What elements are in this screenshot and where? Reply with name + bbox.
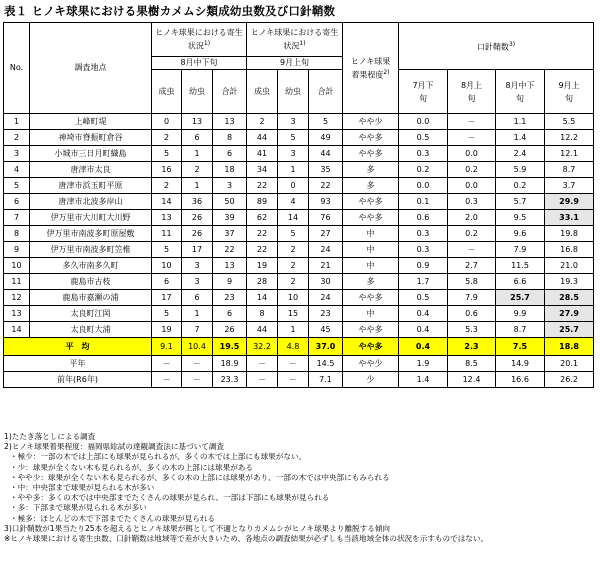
table-title: 表１ ヒノキ球果における果樹カメムシ類成幼虫数及び口針鞘数 [4, 4, 336, 18]
larva-sep: 1 [278, 162, 309, 178]
adult-sep: 22 [247, 226, 278, 242]
stylet-late-jul: 0.1 [399, 194, 448, 210]
stylet-early-aug: 7.9 [448, 290, 496, 306]
avg-stylet-1: 0.4 [399, 338, 448, 356]
header-site: 調査地点 [30, 23, 152, 114]
adult-aug: 2 [152, 130, 182, 146]
larva-aug: 26 [182, 210, 213, 226]
adult-aug: 17 [152, 290, 182, 306]
total-sep: 24 [309, 242, 343, 258]
fruiting-level: 中 [343, 226, 399, 242]
fruiting-level: 中 [343, 258, 399, 274]
larva-aug: 3 [182, 258, 213, 274]
total-aug: 50 [213, 194, 247, 210]
larva-aug: 1 [182, 306, 213, 322]
note: ・極少：一部の木では上部にも球果が見られるが、多くの木では上部にも球果がない。 [10, 452, 307, 462]
prev-level: 少 [343, 372, 399, 388]
total-sep: 23 [309, 306, 343, 322]
stylet-mid-aug: 5.7 [496, 194, 545, 210]
stylet-early-aug: 2.0 [448, 210, 496, 226]
row-no: 12 [4, 290, 30, 306]
total-sep: 22 [309, 178, 343, 194]
site-name: 太良町江岡 [30, 306, 152, 322]
table-row [4, 306, 594, 322]
adult-aug: 16 [152, 162, 182, 178]
stylet-early-aug: － [448, 130, 496, 146]
stylet-mid-aug: 1.1 [496, 114, 545, 130]
stylet-mid-aug: 2.4 [496, 146, 545, 162]
larva-aug: 3 [182, 274, 213, 290]
prev-larva-sep: － [278, 372, 309, 388]
avg-larva-aug: 10.4 [182, 338, 213, 356]
table-row [4, 162, 594, 178]
site-name: 多久市南多久町 [30, 258, 152, 274]
table-row [4, 290, 594, 306]
avg-stylet-4: 18.8 [545, 338, 594, 356]
total-sep: 27 [309, 226, 343, 242]
stylet-late-jul: 0.6 [399, 210, 448, 226]
stylet-early-sep: 28.5 [545, 290, 594, 306]
adult-sep: 89 [247, 194, 278, 210]
table-row [4, 146, 594, 162]
prev-stylet-2: 12.4 [448, 372, 496, 388]
larva-aug: 1 [182, 178, 213, 194]
larva-aug: 7 [182, 322, 213, 338]
site-name: 唐津市太良 [30, 162, 152, 178]
stylet-late-jul: 0.5 [399, 130, 448, 146]
total-sep: 93 [309, 194, 343, 210]
fruiting-level: やや少 [343, 114, 399, 130]
normal-stylet-2: 8.5 [448, 356, 496, 372]
total-aug: 37 [213, 226, 247, 242]
stylet-early-sep: 29.9 [545, 194, 594, 210]
site-name: 小城市三日月町織島 [30, 146, 152, 162]
table-row [4, 242, 594, 258]
total-sep: 30 [309, 274, 343, 290]
note: ・少：球果が全くない木も見られるが、多くの木の上部には球果がある [10, 462, 253, 472]
larva-sep: 15 [278, 306, 309, 322]
header-stylet-sheath: 口針鞘数$^{3)}$ [399, 23, 594, 70]
normal-larva-sep: － [278, 356, 309, 372]
larva-aug: 6 [182, 130, 213, 146]
prev-larva-aug: － [182, 372, 213, 388]
normal-total-aug: 18.9 [213, 356, 247, 372]
prev-stylet-3: 16.6 [496, 372, 545, 388]
adult-sep: 44 [247, 130, 278, 146]
stylet-mid-aug: 6.6 [496, 274, 545, 290]
stylet-early-sep: 5.5 [545, 114, 594, 130]
larva-sep: 2 [278, 274, 309, 290]
normal-larva-aug: － [182, 356, 213, 372]
fruiting-level: やや多 [343, 290, 399, 306]
stylet-early-aug: － [448, 114, 496, 130]
header-parasitism-sep: ヒノキ球果における寄生状況$^{1)}$ [247, 23, 343, 57]
stylet-early-aug: 0.0 [448, 178, 496, 194]
avg-level: やや多 [343, 338, 399, 356]
total-sep: 5 [309, 114, 343, 130]
stylet-early-sep: 19.8 [545, 226, 594, 242]
fruiting-level: 多 [343, 162, 399, 178]
total-aug: 39 [213, 210, 247, 226]
row-no: 14 [4, 322, 30, 338]
total-aug: 13 [213, 258, 247, 274]
stylet-mid-aug: 5.9 [496, 162, 545, 178]
fruiting-level: 多 [343, 274, 399, 290]
header-early-aug: 8月上旬 [448, 70, 496, 114]
stylet-late-jul: 0.2 [399, 162, 448, 178]
stylet-mid-aug: 9.9 [496, 306, 545, 322]
stylet-early-aug: 0.2 [448, 226, 496, 242]
adult-aug: 11 [152, 226, 182, 242]
stylet-early-sep: 19.3 [545, 274, 594, 290]
stylet-early-sep: 21.0 [545, 258, 594, 274]
larva-sep: 10 [278, 290, 309, 306]
avg-larva-sep: 4.8 [278, 338, 309, 356]
total-sep: 35 [309, 162, 343, 178]
fruiting-level: やや多 [343, 194, 399, 210]
note: ・やや少：球果が全くない木も見られるが、多くの木の上部には球果があり、一部の木では中央部にもみられる [10, 472, 390, 482]
prev-adult-sep: － [247, 372, 278, 388]
stylet-early-sep: 3.7 [545, 178, 594, 194]
avg-adult-aug: 9.1 [152, 338, 182, 356]
fruiting-level: やや多 [343, 130, 399, 146]
site-name: 伊万里市南波多町笠椎 [30, 242, 152, 258]
stylet-early-sep: 8.7 [545, 162, 594, 178]
larva-sep: 5 [278, 226, 309, 242]
normal-adult-sep: － [247, 356, 278, 372]
header-date-aug: 8月中下旬 [152, 57, 247, 70]
note: 2)ヒノキ球果着果程度：福岡県総試の達観調査法に基づいて調査 [4, 442, 225, 452]
larva-sep: 14 [278, 210, 309, 226]
adult-sep: 28 [247, 274, 278, 290]
header-date-sep: 9月上旬 [247, 57, 343, 70]
stylet-late-jul: 0.3 [399, 226, 448, 242]
adult-aug: 2 [152, 178, 182, 194]
larva-aug: 6 [182, 290, 213, 306]
table-row [4, 322, 594, 338]
row-no: 3 [4, 146, 30, 162]
adult-sep: 2 [247, 114, 278, 130]
table-row [4, 258, 594, 274]
total-aug: 3 [213, 178, 247, 194]
average-row [4, 338, 594, 356]
note: 1)たたき落としによる調査 [4, 432, 96, 441]
total-aug: 22 [213, 242, 247, 258]
site-name: 上峰町堤 [30, 114, 152, 130]
stylet-early-sep: 12.1 [545, 146, 594, 162]
note: ※ヒノキ球果における寄生虫数、口針鞘数は地域等で差が大きいため、各地点の調査結果が必ずしも当該地域全体の状況を示すものではない。 [4, 534, 489, 544]
larva-sep: 5 [278, 130, 309, 146]
header-fruiting-level: ヒノキ球果着果程度$^{2)}$ [343, 23, 399, 114]
header-parasitism-aug: ヒノキ球果における寄生状況$^{1)}$ [152, 23, 247, 57]
adult-aug: 10 [152, 258, 182, 274]
adult-aug: 19 [152, 322, 182, 338]
total-aug: 9 [213, 274, 247, 290]
header-total: 合計 [213, 70, 247, 114]
stylet-late-jul: 0.0 [399, 114, 448, 130]
larva-aug: 2 [182, 162, 213, 178]
header-total: 合計 [309, 70, 343, 114]
adult-sep: 19 [247, 258, 278, 274]
adult-sep: 44 [247, 322, 278, 338]
avg-adult-sep: 32.2 [247, 338, 278, 356]
larva-aug: 26 [182, 226, 213, 242]
header-late-jul: 7月下旬 [399, 70, 448, 114]
table-row [4, 130, 594, 146]
row-no: 10 [4, 258, 30, 274]
site-name: 伊万里市南波多町原屋敷 [30, 226, 152, 242]
previous-year-row [4, 372, 594, 388]
adult-aug: 6 [152, 274, 182, 290]
stylet-mid-aug: 8.7 [496, 322, 545, 338]
total-aug: 13 [213, 114, 247, 130]
site-name: 唐津市北波多岸山 [30, 194, 152, 210]
row-no: 2 [4, 130, 30, 146]
avg-total-sep: 37.0 [309, 338, 343, 356]
larva-sep: 2 [278, 242, 309, 258]
stylet-early-aug: 5.8 [448, 274, 496, 290]
fruiting-level: やや多 [343, 210, 399, 226]
larva-sep: 3 [278, 114, 309, 130]
stylet-mid-aug: 9.6 [496, 226, 545, 242]
adult-sep: 34 [247, 162, 278, 178]
stylet-late-jul: 0.5 [399, 290, 448, 306]
larva-aug: 36 [182, 194, 213, 210]
stylet-early-sep: 25.7 [545, 322, 594, 338]
total-aug: 18 [213, 162, 247, 178]
prev-adult-aug: － [152, 372, 182, 388]
stylet-early-sep: 16.8 [545, 242, 594, 258]
normal-stylet-1: 1.9 [399, 356, 448, 372]
note: ・中：中央部まで球果が見られる木が多い [10, 483, 155, 493]
prev-stylet-1: 1.4 [399, 372, 448, 388]
stylet-late-jul: 1.7 [399, 274, 448, 290]
table-row [4, 114, 594, 130]
normal-stylet-4: 20.1 [545, 356, 594, 372]
stylet-late-jul: 0.4 [399, 322, 448, 338]
header-larva: 幼虫 [278, 70, 309, 114]
fruiting-level: 中 [343, 306, 399, 322]
site-name: 唐津市浜玉町平原 [30, 178, 152, 194]
site-name: 神埼市脊振町倉谷 [30, 130, 152, 146]
larva-aug: 1 [182, 146, 213, 162]
row-no: 4 [4, 162, 30, 178]
fruiting-level: 中 [343, 242, 399, 258]
prev-total-sep: 7.1 [309, 372, 343, 388]
note: ・多：下部まで球果が見られる木が多い [10, 503, 147, 513]
row-no: 8 [4, 226, 30, 242]
larva-sep: 2 [278, 258, 309, 274]
normal-stylet-3: 14.9 [496, 356, 545, 372]
note: ・極多：ほとんどの木で下部までたくさんの球果が見られる [10, 513, 216, 523]
larva-sep: 4 [278, 194, 309, 210]
stylet-early-aug: 2.7 [448, 258, 496, 274]
table-row [4, 194, 594, 210]
row-no: 13 [4, 306, 30, 322]
avg-stylet-3: 7.5 [496, 338, 545, 356]
stylet-late-jul: 0.4 [399, 306, 448, 322]
stylet-early-aug: 5.3 [448, 322, 496, 338]
total-aug: 6 [213, 306, 247, 322]
adult-sep: 22 [247, 178, 278, 194]
stylet-early-aug: 0.2 [448, 162, 496, 178]
total-sep: 45 [309, 322, 343, 338]
larva-aug: 17 [182, 242, 213, 258]
total-sep: 49 [309, 130, 343, 146]
site-name: 鹿島市古枝 [30, 274, 152, 290]
larva-sep: 0 [278, 178, 309, 194]
adult-sep: 62 [247, 210, 278, 226]
stylet-mid-aug: 11.5 [496, 258, 545, 274]
total-aug: 23 [213, 290, 247, 306]
adult-sep: 14 [247, 290, 278, 306]
normal-total-sep: 14.5 [309, 356, 343, 372]
table-row [4, 178, 594, 194]
stylet-early-aug: 0.6 [448, 306, 496, 322]
site-name: 伊万里市大川町大川野 [30, 210, 152, 226]
stylet-mid-aug: 9.5 [496, 210, 545, 226]
normal-year-label: 平年 [4, 356, 152, 372]
fruiting-level: 多 [343, 178, 399, 194]
header-row-1 [4, 23, 594, 57]
adult-aug: 5 [152, 146, 182, 162]
adult-sep: 22 [247, 242, 278, 258]
row-no: 1 [4, 114, 30, 130]
row-no: 6 [4, 194, 30, 210]
row-no: 5 [4, 178, 30, 194]
normal-adult-aug: － [152, 356, 182, 372]
stylet-early-aug: 0.3 [448, 194, 496, 210]
stylet-mid-aug: 25.7 [496, 290, 545, 306]
site-name: 太良町大浦 [30, 322, 152, 338]
adult-sep: 41 [247, 146, 278, 162]
total-sep: 21 [309, 258, 343, 274]
table-row [4, 226, 594, 242]
header-mid-aug: 8月中下旬 [496, 70, 545, 114]
total-aug: 8 [213, 130, 247, 146]
total-sep: 24 [309, 290, 343, 306]
stylet-late-jul: 0.3 [399, 146, 448, 162]
total-aug: 26 [213, 322, 247, 338]
stylet-early-sep: 33.1 [545, 210, 594, 226]
note: ・やや多：多くの木では中央部までたくさんの球果が見られ、一部は下部にも球果が見られる [10, 493, 330, 503]
previous-year-label: 前年(R6年) [4, 372, 152, 388]
site-name: 鹿島市嘉瀬の浦 [30, 290, 152, 306]
total-sep: 76 [309, 210, 343, 226]
fruiting-level: やや多 [343, 146, 399, 162]
total-aug: 6 [213, 146, 247, 162]
larva-aug: 13 [182, 114, 213, 130]
header-adult: 成虫 [247, 70, 278, 114]
note: 3)口針鞘数が1果当たり25本を超えるとヒノキ球果が餌として不適となりカメムシがヒノキ球果より離脱する傾向 [4, 523, 391, 533]
normal-level: やや少 [343, 356, 399, 372]
stylet-early-sep: 12.2 [545, 130, 594, 146]
stylet-early-aug: 0.0 [448, 146, 496, 162]
stylet-late-jul: 0.3 [399, 242, 448, 258]
stylet-late-jul: 0.0 [399, 178, 448, 194]
adult-sep: 8 [247, 306, 278, 322]
adult-aug: 0 [152, 114, 182, 130]
total-sep: 44 [309, 146, 343, 162]
avg-stylet-2: 2.3 [448, 338, 496, 356]
normal-year-row [4, 356, 594, 372]
stylet-early-aug: － [448, 242, 496, 258]
table-row [4, 210, 594, 226]
adult-aug: 14 [152, 194, 182, 210]
row-no: 7 [4, 210, 30, 226]
adult-aug: 13 [152, 210, 182, 226]
footnotes [4, 432, 594, 544]
avg-total-aug: 19.5 [213, 338, 247, 356]
average-label: 平 均 [4, 338, 152, 356]
fruiting-level: やや多 [343, 322, 399, 338]
adult-aug: 5 [152, 306, 182, 322]
prev-total-aug: 23.3 [213, 372, 247, 388]
row-no: 9 [4, 242, 30, 258]
stylet-late-jul: 0.9 [399, 258, 448, 274]
data-table [3, 22, 594, 388]
stylet-mid-aug: 1.4 [496, 130, 545, 146]
stylet-early-sep: 27.9 [545, 306, 594, 322]
header-larva: 幼虫 [182, 70, 213, 114]
table-row [4, 274, 594, 290]
stylet-mid-aug: 0.2 [496, 178, 545, 194]
row-no: 11 [4, 274, 30, 290]
header-no: No. [4, 23, 30, 114]
header-adult: 成虫 [152, 70, 182, 114]
larva-sep: 1 [278, 322, 309, 338]
larva-sep: 3 [278, 146, 309, 162]
prev-stylet-4: 26.2 [545, 372, 594, 388]
stylet-mid-aug: 7.9 [496, 242, 545, 258]
header-early-sep: 9月上旬 [545, 70, 594, 114]
adult-aug: 5 [152, 242, 182, 258]
